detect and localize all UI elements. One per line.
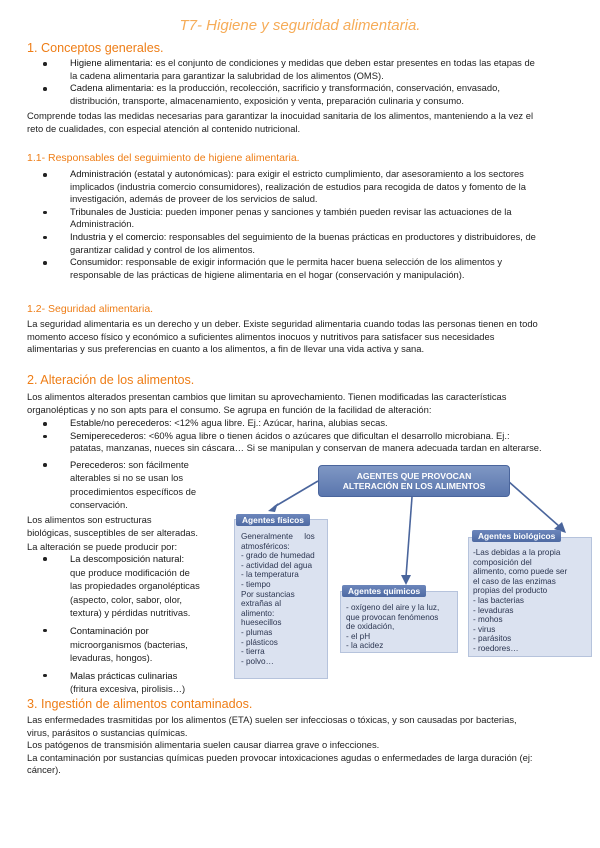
bullet-term: Consumidor [70, 256, 121, 268]
fisicos-item: atmosféricos: [241, 541, 290, 551]
section-3-paragraph [27, 714, 572, 777]
section-1-1-heading: 1.1- Responsables del seguimiento de higiene alimentaria. [27, 152, 300, 164]
fisicos-item: - grado de humedad [241, 551, 315, 561]
list-item [27, 82, 572, 107]
list-item [27, 57, 572, 82]
bullet-term: Cadena alimentaria [70, 82, 152, 94]
bullet-text: : responsables del seguimiento de la buenas prácticas en productores y distribuidores, de [163, 230, 536, 242]
bullet-text: Administración. [70, 218, 135, 230]
bullet-text: : son fácilmente [123, 459, 189, 470]
biologicos-item: propias del producto [473, 586, 548, 596]
section-1-bullets [27, 57, 572, 107]
paragraph-line: La contaminación por sustancias químicas pueden provocar intoxicaciones agudas o enfermedades de larga duración (ej: [27, 751, 533, 763]
cause-text: las propiedades organolépticas [70, 580, 200, 592]
list-item [27, 552, 215, 620]
biologicos-item: -Las debidas a la propia [473, 548, 561, 557]
paragraph-line: Comprende todas las medidas necesarias para garantizar la inocuidad sanitaria de los alimentos, manteniendo a la vez el [27, 110, 534, 121]
bullet-term: Semiperecederos [70, 429, 144, 441]
bullet-text: : <60% agua libre o tienen ácidos o azúcares que dificultan el desarrollo microbiana. Ej.: [143, 429, 510, 441]
bullet-term: Perecederos [70, 459, 124, 470]
section-1-heading: 1. Conceptos generales. [27, 41, 164, 55]
biologicos-item: - mohos [473, 615, 503, 625]
fisicos-item: alimento: [241, 608, 275, 618]
cause-text: (aspecto, color, sabor, olor, [70, 593, 183, 605]
section-1-paragraph [27, 110, 572, 135]
fisicos-item: huesecillos [241, 618, 282, 628]
bullet-text: distribución, transporte, almacenamiento, exposición y venta, preparación culinaria y consumo. [70, 94, 464, 106]
quimicos-item: - la acidez [346, 641, 384, 651]
biologicos-item: el caso de las enzimas [473, 576, 556, 586]
fisicos-list [235, 520, 327, 666]
biologicos-item: - las bacterias [473, 595, 524, 605]
quimicos-title: Agentes químicos [342, 585, 426, 597]
quimicos-box [340, 591, 458, 653]
fisicos-box [234, 519, 328, 679]
fisicos-item: - tiempo [241, 579, 271, 589]
bullet-text: implicados (industria comercio consumidores), realización de estudios para recogida de datos y fomento de la [70, 180, 526, 192]
diagram-title-box [318, 465, 510, 497]
biologicos-list [469, 538, 591, 654]
paragraph-line: Los alimentos alterados presentan cambios que limitan su aprovechamiento. Tienen modificadas las características [27, 391, 507, 402]
paragraph-line: La alteración se puede producir por: [27, 540, 178, 552]
fisicos-item: Generalmente los [241, 532, 315, 541]
cause-term: Contaminación por [70, 624, 149, 636]
bullet-text: garantizar calidad y control de los alimentos. [70, 243, 255, 255]
paragraph-line: Los patógenos de transmisión alimentaria suelen causar diarrea grave o infecciones. [27, 739, 380, 751]
diagram-title-line: AGENTES QUE PROVOCAN [356, 470, 472, 481]
bullet-text: : responsable de exigir información que le permita hacer buena selección de los alimentos y [120, 256, 503, 268]
fisicos-item: - plumas [241, 627, 273, 637]
quimicos-item: que provocan fenómenos [346, 612, 439, 622]
list-item [27, 458, 215, 512]
bullet-text: conservación. [70, 499, 128, 511]
bullet-text: (estatal y autonómicas): para exigir el estricto cumplimiento, dar asesoramiento a los sectores [131, 168, 524, 179]
paragraph-line: alimentarias y sus preferencias en cuanto a los alimentos, a fin de llevar una vida activa y sana. [27, 343, 425, 355]
arrowhead-fisicos [268, 503, 278, 512]
paragraph-line: Las enfermedades trasmitidas por los alimentos (ETA) suelen ser infecciosas o tóxicas, y son causadas por bacterias, [27, 714, 517, 725]
quimicos-item: - oxígeno del aire y la luz, [346, 603, 440, 612]
list-item [27, 206, 572, 231]
paragraph-line: biológicas, susceptibles de ser alteradas. [27, 527, 198, 539]
paragraph-line: Los alimentos son estructuras [27, 514, 152, 525]
bullet-term: Estable/no perecederos [70, 417, 170, 428]
biologicos-item: - parásitos [473, 634, 512, 644]
perecederos-bullet [27, 458, 215, 512]
fisicos-item: - la temperatura [241, 570, 299, 580]
bullet-text: procedimientos específicos de [70, 485, 197, 497]
biologicos-title: Agentes biológicos [472, 530, 561, 542]
page-title: T7- Higiene y seguridad alimentaria. [179, 17, 421, 34]
paragraph-line: momento acceso físico y económico a suficientes alimentos inocuos y nutritivos para satisfacer sus necesidades [27, 330, 495, 342]
bullet-text: patatas, manzanas, nueces sin cáscara… Si se manipulan y conservan de manera adecuada tardan en alterarse. [70, 442, 542, 454]
fisicos-item: - tierra [241, 647, 265, 657]
bullet-text: : es la producción, recolección, sacrificio y transformación, conservación, envasado, [151, 82, 500, 94]
list-item [27, 669, 215, 696]
cause-text: levaduras, hongos). [70, 652, 153, 664]
list-item [27, 256, 572, 281]
cause-text: microorganismos (bacterias, [70, 638, 188, 650]
paragraph-line: cáncer). [27, 764, 61, 776]
paragraph-line: organolépticas y no son apts para el consumo. Se agrupa en función de la facilidad de alteración: [27, 403, 432, 415]
paragraph-line: reto de cualidades, con especial atención al contenido nutricional. [27, 122, 301, 134]
section-1-1-bullets [27, 168, 572, 281]
section-2-bullets [27, 417, 572, 455]
quimicos-list [341, 592, 457, 651]
fisicos-item: Por sustancias [241, 589, 295, 599]
list-item [27, 168, 572, 206]
list-item [27, 231, 572, 256]
biologicos-item: - virus [473, 624, 496, 634]
fisicos-item: - polvo… [241, 656, 274, 666]
bullet-text: : <12% agua libre. Ej.: Azúcar, harina, alubias secas. [169, 417, 388, 428]
paragraph-line: virus, parásitos o sustancias químicas. [27, 726, 188, 738]
cause-term: La descomposición natural: [70, 553, 185, 564]
list-item [27, 417, 572, 430]
cause-text: (fritura excesiva, pirolisis…) [70, 683, 186, 695]
section-2-paragraph-2 [27, 513, 227, 553]
fisicos-item: - plásticos [241, 637, 278, 647]
section-3-heading: 3. Ingestión de alimentos contaminados. [27, 697, 253, 711]
section-2-paragraph [27, 391, 572, 416]
biologicos-item: composición del [473, 557, 532, 567]
bullet-term: Administración [70, 168, 132, 179]
causes-bullets [27, 552, 215, 696]
bullet-text: alterables si no se usan los [70, 472, 184, 484]
bullet-text: : pueden imponer penas y sanciones y también pueden revisar las actuaciones de la [160, 205, 512, 217]
section-1-2-paragraph [27, 318, 572, 356]
connector-quimicos [406, 497, 412, 577]
bullet-text: : es el conjunto de condiciones y medidas que deben estar presentes en todas las etapas de [150, 57, 535, 68]
quimicos-item: - el pH [346, 631, 371, 641]
bullet-term: Industria y el comercio [70, 230, 164, 242]
fisicos-item: - actividad del agua [241, 560, 313, 570]
arrowhead-quimicos [401, 575, 411, 585]
cause-term: Malas prácticas culinarias [70, 669, 178, 681]
section-2-heading: 2. Alteración de los alimentos. [27, 373, 195, 387]
biologicos-item: alimento, como puede ser [473, 567, 568, 577]
agents-diagram [234, 461, 596, 679]
connector-biologicos [508, 481, 560, 527]
paragraph-line: La seguridad alimentaria es un derecho y un deber. Existe seguridad alimentaria cuando todas las personas tienen en todo [27, 318, 538, 329]
bullet-text: investigación, además de proveer de los servicios de salud. [70, 193, 318, 205]
bullet-term: Higiene alimentaria [70, 57, 151, 68]
fisicos-title: Agentes físicos [236, 514, 310, 526]
bullet-term: Tribunales de Justicia [70, 205, 161, 217]
list-item [27, 624, 215, 665]
fisicos-item: extrañas al [241, 599, 282, 609]
connector-fisicos [274, 481, 318, 507]
cause-text: que produce modificación de [70, 566, 190, 578]
bullet-text: la cadena alimentaria para garantizar la salubridad de los alimentos (OMS). [70, 69, 384, 81]
cause-text: textura) y pérdidas nutritivas. [70, 607, 191, 619]
biologicos-box [468, 537, 592, 657]
biologicos-item: - roedores… [473, 643, 519, 653]
diagram-title-line: ALTERACIÓN EN LOS ALIMENTOS [342, 481, 486, 491]
section-1-2-heading: 1.2- Seguridad alimentaria. [27, 303, 154, 315]
biologicos-item: - levaduras [473, 605, 514, 615]
bullet-text: responsable de las prácticas de higiene alimentaria en el hogar (conservación y manipulación). [70, 268, 465, 280]
quimicos-item: de oxidación, [346, 622, 395, 632]
list-item [27, 430, 572, 455]
